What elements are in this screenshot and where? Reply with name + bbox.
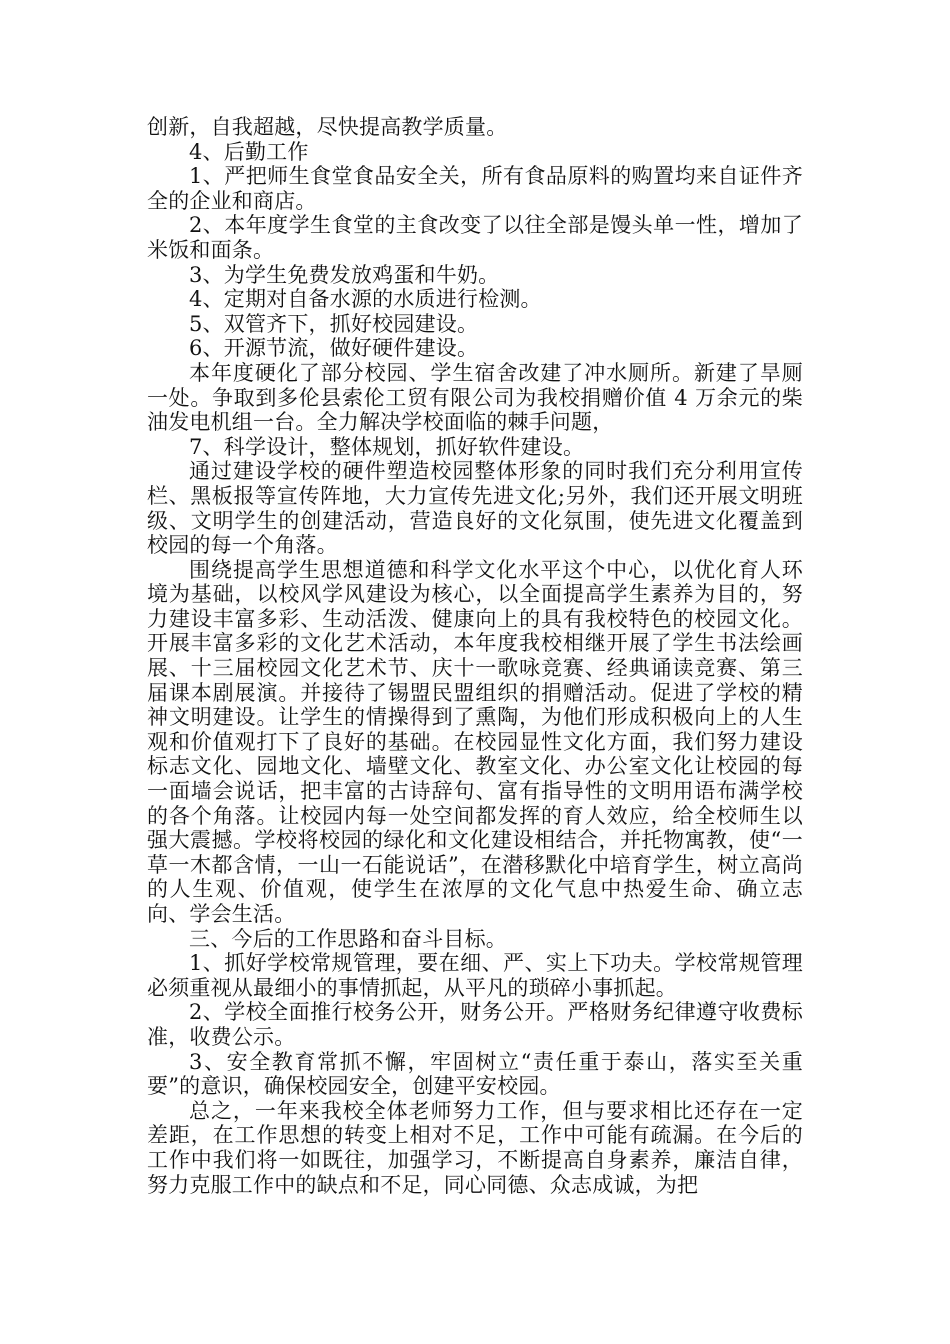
- list-item: 3、安全教育常抓不懈，牢固树立“责任重于泰山，落实至关重要”的意识，确保校园安全，创建平安校园。: [147, 1049, 803, 1099]
- list-item: 6、开源节流，做好硬件建设。: [189, 336, 479, 361]
- list-item: 7、科学设计，整体规划，抓好软件建设。: [189, 434, 585, 459]
- paragraph-continuation: 创新，自我超越，尽快提高教学质量。: [147, 115, 508, 139]
- list-item: 1、抓好学校常规管理，要在细、严、实上下功夫。学校常规管理必须重视从最细小的事情抓起，从平凡的琐碎小事抓起。: [147, 951, 803, 1000]
- list-item: 2、学校全面推行校务公开，财务公开。严格财务纪律遵守收费标准，收费公示。: [147, 1000, 803, 1049]
- list-item: 2、本年度学生食堂的主食改变了以往全部是馒头单一性，增加了米饭和面条。: [147, 213, 803, 262]
- paragraph: 本年度硬化了部分校园、学生宿舍改建了冲水厕所。新建了旱厕一处。争取到多伦县索伦工贸有限公司为我校捐赠价值 4 万余元的柴油发电机组一台。全力解决学校面临的棘手问题，: [147, 360, 803, 435]
- paragraph: 通过建设学校的硬件塑造校园整体形象的同时我们充分利用宣传栏、黑板报等宣传阵地，大力宣传先进文化;另外，我们还开展文明班级、文明学生的创建活动，营造良好的文化氛围，使先进文化覆盖到校园的每一个角落。: [147, 459, 803, 558]
- document-body: [147, 115, 803, 1197]
- list-item: 3、为学生免费发放鸡蛋和牛奶。: [189, 262, 500, 287]
- paragraph: 围绕提高学生思想道德和科学文化水平这个中心，以优化育人环境为基础，以校风学风建设为核心，以全面提高学生素养为目的，努力建设丰富多彩、生动活泼、健康向上的具有我校特色的校园文化。开展丰富多彩的文化艺术活动，本年度我校相继开展了学生书法绘画展、十三届校园文化艺术节、庆十一歌咏竞赛、经典诵读竞赛、第三届课本剧展演。并接待了锡盟民盟组织的捐赠活动。促进了学校的精神文明建设。让学生的情操得到了熏陶，为他们形成积极向上的人生观和价值观打下了良好的基础。在校园显性文化方面，我们努力建设标志文化、园地文化、墙壁文化、教室文化、办公室文化让校园的每一面墙会说话，把丰富的古诗辞句、富有指导性的文明用语布满学校的各个角落。让校园内每一处空间都发挥的育人效应，给全校师生以强大震撼。学校将校园的绿化和文化建设相结合，并托物寓教，使“一草一木都含情，一山一石能说话”，在潜移默化中培育学生，树立高尚的人生观、价值观，使学生在浓厚的文化气息中热爱生命、确立志向、学会生活。: [147, 557, 803, 926]
- section-heading-future-goals: 三、今后的工作思路和奋斗目标。: [189, 926, 507, 951]
- section-heading-logistics: 4、后勤工作: [189, 139, 309, 164]
- paragraph-summary: 总之，一年来我校全体老师努力工作，但与要求相比还存在一定差距，在工作思想的转变上相对不足，工作中可能有疏漏。在今后的工作中我们将一如既往，加强学习，不断提高自身素养，廉洁自律，努力克服工作中的缺点和不足，同心同德、众志成诚，为把: [147, 1098, 803, 1197]
- list-item: 4、定期对自备水源的水质进行检测。: [189, 287, 542, 312]
- list-item: 5、双管齐下，抓好校园建设。: [189, 311, 479, 336]
- list-item: 1、严把师生食堂食品安全关，所有食品原料的购置均来自证件齐全的企业和商店。: [147, 164, 803, 213]
